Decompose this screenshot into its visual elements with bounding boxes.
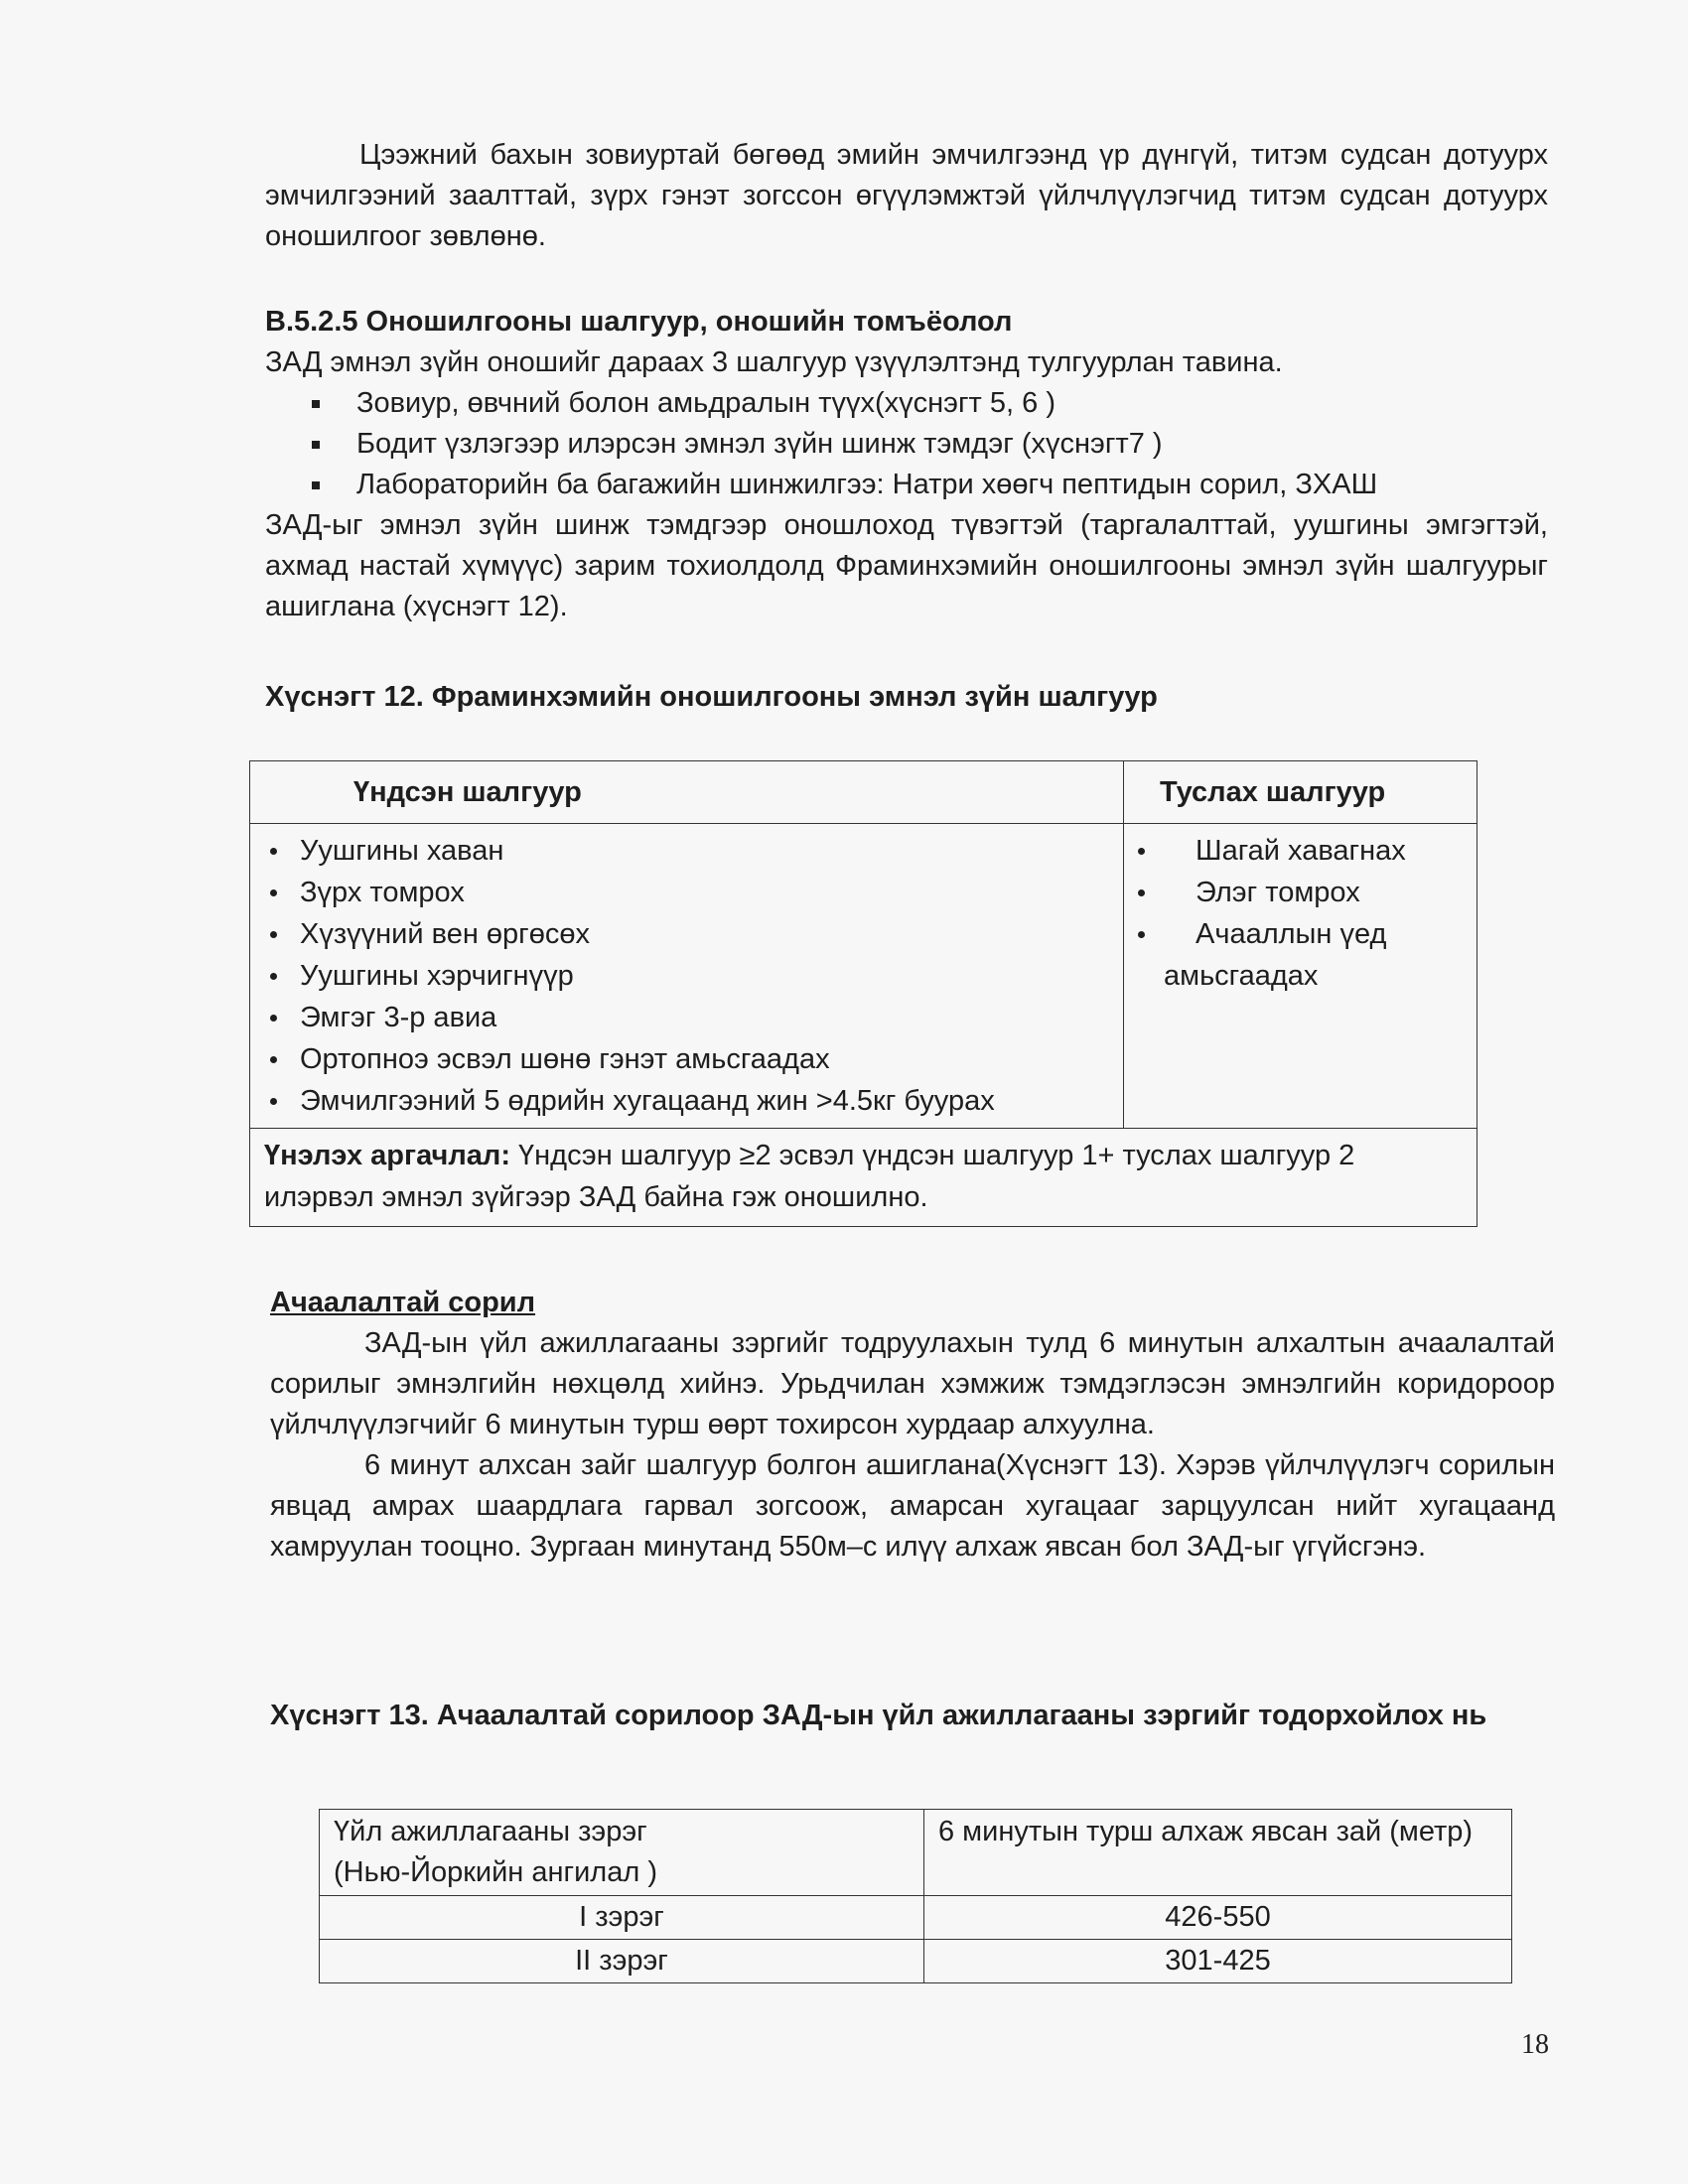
main-criteria-item: Зүрх томрох bbox=[250, 872, 1113, 913]
intro-paragraph: Цээжний бахын зовиуртай бөгөөд эмийн эмчилгээнд үр дүнгүй, титэм судсан дотуурх эмчилгээний заалттай, зүрх гэнэт зогссон өгүүлэмжтэй үйлчлүүлэгчид титэм судсан дотуурх оношилгоог зөвлөнө. bbox=[265, 139, 1548, 252]
main-criteria-item: Эмчилгээний 5 өдрийн хугацаанд жин >4.5кг буурах bbox=[250, 1080, 1113, 1122]
aux-criteria-item: Ачааллын үед bbox=[1124, 913, 1467, 955]
section-heading: В.5.2.5 Оношилгооны шалгуур, оношийн томъёолол bbox=[265, 306, 1013, 338]
framingham-paragraph: ЗАД-ыг эмнэл зүйн шинж тэмдгээр оношлоход түвэгтэй (таргалалттай, уушгины эмгэгтэй, ахмад настай хүмүүс) зарим тохиолдолд Фраминхэмийн оношилгооны эмнэл зүйн шалгуурыг ашиглана (хүснэгт 12). bbox=[265, 509, 1548, 622]
aux-criteria-item: Элэг томрох bbox=[1124, 872, 1467, 913]
table12-caption: Хүснэгт 12. Фраминхэмийн оношилгооны эмнэл зүйн шалгуур bbox=[265, 681, 1158, 713]
col-header-aux: Туслах шалгуур bbox=[1124, 761, 1477, 824]
col-header-main: Үндсэн шалгуур bbox=[250, 761, 1124, 824]
intro-paragraph-block bbox=[265, 135, 1548, 257]
header-left-cell bbox=[320, 1810, 924, 1896]
criteria-item: Зовиур, өвчний болон амьдралын түүх(хүснэгт 5, 6 ) bbox=[265, 383, 1548, 424]
header-left-line2: (Нью-Йоркийн ангилал ) bbox=[334, 1856, 657, 1888]
framingham-criteria-table bbox=[249, 760, 1477, 1227]
grade-cell: II зэрэг bbox=[320, 1940, 924, 1983]
nyha-walk-table bbox=[319, 1809, 1512, 1983]
main-criteria-cell bbox=[250, 824, 1124, 1129]
criteria-item: Бодит үзлэгээр илэрсэн эмнэл зүйн шинж тэмдэг (хүснэгт7 ) bbox=[265, 424, 1548, 465]
stress-test-block bbox=[270, 1283, 1555, 1568]
aux-criteria-item: Шагай хавагнах bbox=[1124, 830, 1467, 872]
aux-criteria-cell bbox=[1124, 824, 1477, 1129]
stress-paragraph-1: ЗАД-ын үйл ажиллагааны зэргийг тодруулахын тулд 6 минутын алхалтын ачаалалтай сорилыг эмнэлгийн нөхцөлд хийнэ. Урьдчилан хэмжиж тэмдэглэсэн эмнэлгийн коридороор үйлчлүүлэгчийг 6 минутын турш өөрт тохирсон хурдаар алхуулна. bbox=[270, 1327, 1555, 1440]
header-right-cell: 6 минутын турш алхаж явсан зай (метр) bbox=[924, 1810, 1512, 1896]
stress-heading: Ачаалалтай сорил bbox=[270, 1287, 536, 1318]
distance-cell: 426-550 bbox=[924, 1896, 1512, 1940]
criteria-item: Лабораторийн ба багажийн шинжилгээ: Натри хөөгч пептидын сорил, ЗХАШ bbox=[265, 465, 1548, 505]
evaluation-cell bbox=[250, 1129, 1477, 1227]
stress-paragraph-2: 6 минут алхсан зайг шалгуур болгон ашиглана(Хүснэгт 13). Хэрэв үйлчлүүлэгч сорилын явцад амрах шаардлага гарвал зогсоож, амарсан хугацааг зарцуулсан нийт хугацаанд хамруулан тооцно. Зургаан минутанд 550м–с илүү алхаж явсан бол ЗАД-ыг үгүйсгэнэ. bbox=[270, 1449, 1555, 1563]
grade-cell: I зэрэг bbox=[320, 1896, 924, 1940]
distance-cell: 301-425 bbox=[924, 1940, 1512, 1983]
main-criteria-item: Ортопноэ эсвэл шөнө гэнэт амьсгаадах bbox=[250, 1038, 1113, 1080]
aux-criteria-continuation: амьсгаадах bbox=[1164, 960, 1319, 992]
main-criteria-item: Хүзүүний вен өргөсөх bbox=[250, 913, 1113, 955]
evaluation-text: Үндсэн шалгуур ≥2 эсвэл үндсэн шалгуур 1+ туслах шалгуур 2 илэрвэл эмнэл зүйгээр ЗАД байна гэж оношилно. bbox=[264, 1140, 1355, 1213]
table12-caption-block bbox=[265, 677, 1548, 718]
main-criteria-item: Эмгэг 3-р авиа bbox=[250, 997, 1113, 1038]
section-block bbox=[265, 302, 1548, 627]
evaluation-label: Үнэлэх аргачлал: bbox=[264, 1140, 510, 1171]
header-left-line1: Үйл ажиллагааны зэрэг bbox=[334, 1816, 647, 1847]
criteria-list bbox=[265, 383, 1548, 505]
main-criteria-item: Уушгины хэрчигнүүр bbox=[250, 955, 1113, 997]
aux-criteria-list bbox=[1124, 830, 1467, 955]
table13-caption-block bbox=[270, 1696, 1555, 1736]
main-criteria-list bbox=[250, 830, 1113, 1122]
main-criteria-item: Уушгины хаван bbox=[250, 830, 1113, 872]
section-intro: ЗАД эмнэл зүйн оношийг дараах 3 шалгуур үзүүлэлтэнд тулгуурлан тавина. bbox=[265, 346, 1283, 378]
page-number: 18 bbox=[1521, 2029, 1549, 2060]
table13-caption: Хүснэгт 13. Ачаалалтай сорилоор ЗАД-ын үйл ажиллагааны зэргийг тодорхойлох нь bbox=[270, 1700, 1487, 1731]
